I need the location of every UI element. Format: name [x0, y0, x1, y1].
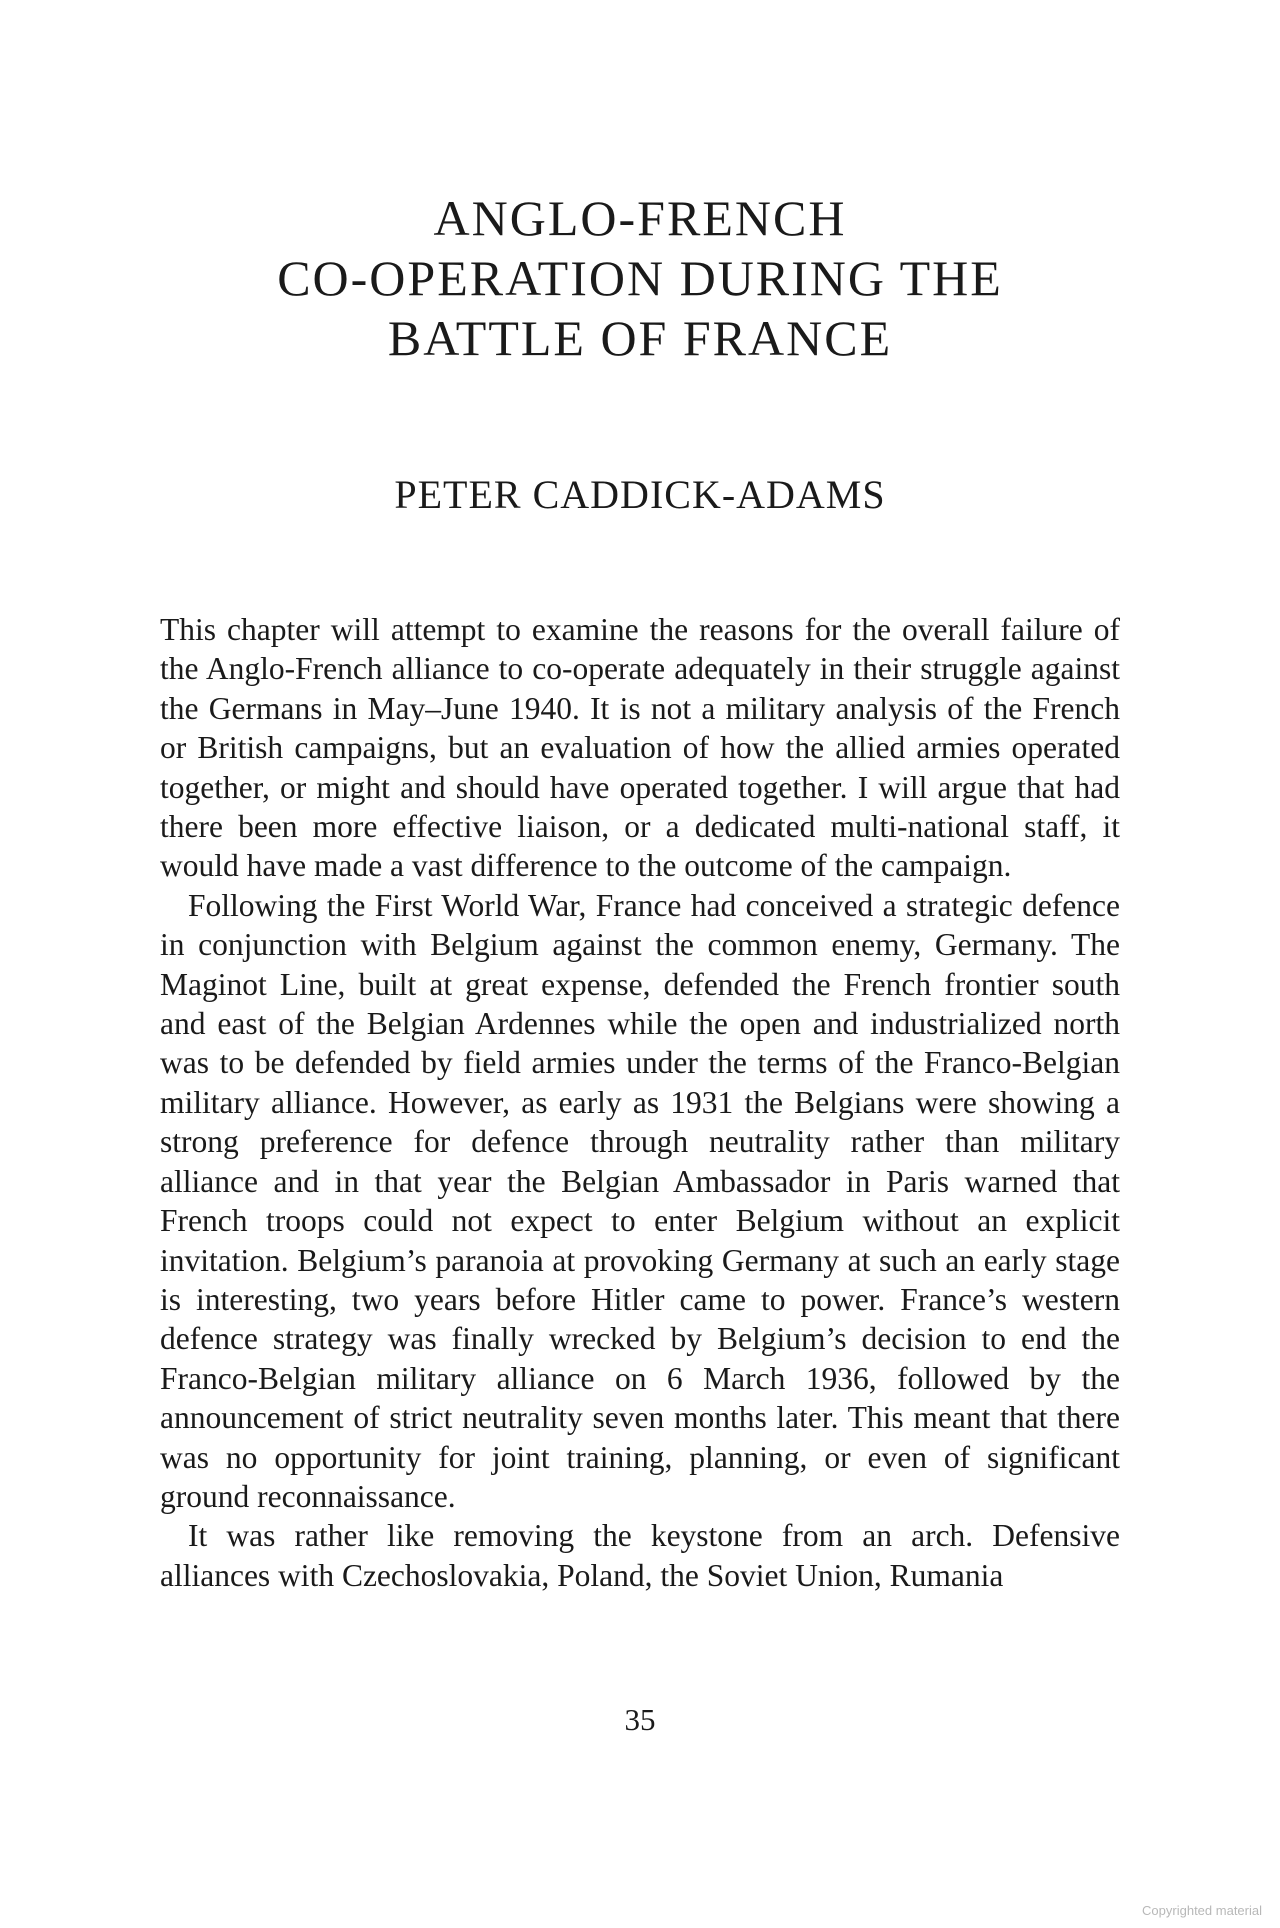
body-paragraph-2: Following the First World War, France had conceived a strategic defence in conjunction with Belgium against the common enemy, Germany. The Maginot Line, built at great expense, defended the French frontier south and east of the Belgian Ardennes while the open and industrialized north was to be defended by field armies under the terms of the Franco-Belgian military alliance. However, as early as 1931 the Belgians were showing a strong preference for defence through neutrality rather than military alliance and in that year the Belgian Ambassador in Paris warned that French troops could not expect to enter Belgium without an explicit invitation. Belgium’s paranoia at provoking Germany at such an early stage is interesting, two years before Hitler came to power. France’s western defence strategy was finally wrecked by Belgium’s decision to end the Franco-Belgian military alliance on 6 March 1936, followed by the announcement of strict neutrality seven months later. This meant that there was no opportunity for joint training, planning, or even of significant ground reconnaissance. — [160, 887, 1120, 1514]
page-number: 35 — [624, 1702, 656, 1737]
chapter-title-line-3: BATTLE OF FRANCE — [387, 310, 893, 366]
chapter-title-line-1: ANGLO-FRENCH — [433, 190, 847, 246]
copyright-watermark: Copyrighted material — [1142, 1903, 1262, 1918]
chapter-author: PETER CADDICK-ADAMS — [394, 472, 886, 517]
chapter-title-line-2: CO-OPERATION DURING THE — [277, 250, 1003, 306]
chapter-title — [0, 188, 1280, 368]
body-paragraph-1: This chapter will attempt to examine the reasons for the overall failure of the Anglo-French alliance to co-operate adequately in their struggle against the Germans in May–June 1940. It is not a military analysis of the French or British campaigns, but an evaluation of how the allied armies operated together, or might and should have operated together. I will argue that had there been more effective liaison, or a dedicated multi-national staff, it would have made a vast difference to the outcome of the campaign. — [160, 612, 1120, 884]
chapter-body — [160, 610, 1120, 1595]
body-paragraph-3: It was rather like removing the keystone from an arch. Defensive alliances with Czechoslovakia, Poland, the Soviet Union, Rumania — [160, 1518, 1120, 1593]
